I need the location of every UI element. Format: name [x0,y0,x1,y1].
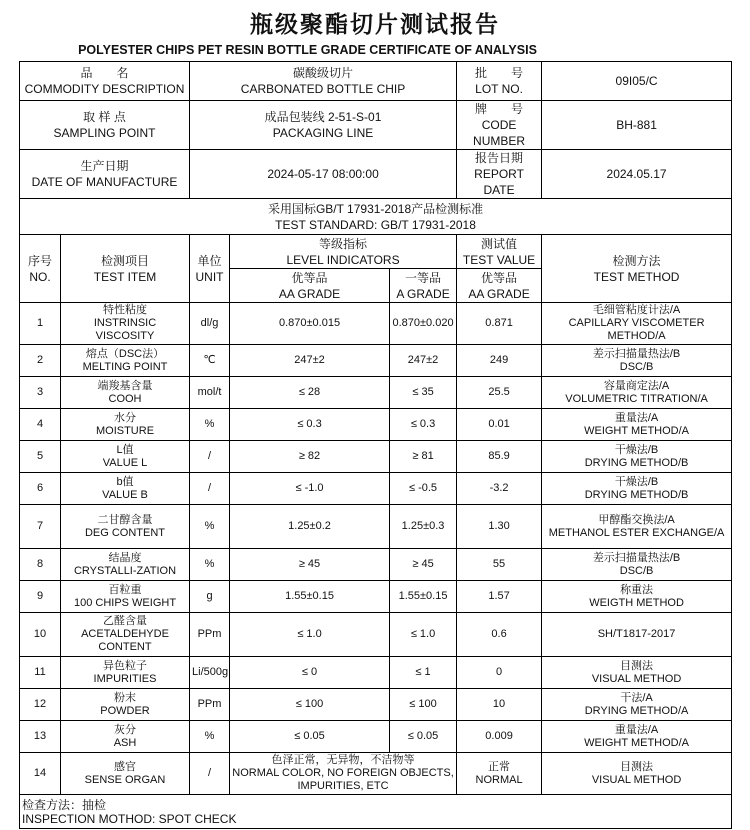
row-item-cn: L值 [116,443,134,456]
lot-value: 09I05/C [542,62,732,101]
mfg-value: 2024-05-17 08:00:00 [190,150,457,199]
row-item [61,721,190,753]
row-method-en: CAPILLARY VISCOMETER METHOD/A [568,317,705,342]
col-no-en: NO. [29,269,51,284]
col-aa-en: AA GRADE [278,286,341,301]
row-aa: ≤ 100 [230,689,390,721]
row-unit: / [190,753,230,795]
row-method [542,753,732,795]
row-item-cn: 百粒重 [108,583,142,596]
row-item-en: POWDER [100,704,150,717]
row-aa: ≤ 0.05 [230,721,390,753]
sampling-label [20,101,190,150]
col-method-header [542,235,732,303]
row-unit: % [190,549,230,581]
row-unit: ℃ [190,345,230,377]
row-item-en: INSTRINSIC VISCOSITY [93,317,157,342]
col-value-cn: 测试值 [481,236,518,251]
row-a: ≥ 81 [390,441,457,473]
row-value: 0.009 [457,721,542,753]
commodity-label-cn: 品 名 [80,66,129,80]
table-row [20,581,732,613]
col-tv-aa-en: AA GRADE [468,286,530,301]
row-method [542,505,732,549]
row-method-en: DRYING METHOD/B [584,488,689,501]
row-method [542,345,732,377]
row-a: ≤ 35 [390,377,457,409]
row-value: 0.871 [457,303,542,345]
test-standard-cn: 采用国标GB/T 17931-2018产品检测标准 [267,201,484,216]
row-value-en: NORMAL [475,773,523,786]
row-method-en: METHANOL ESTER EXCHANGE/A [548,526,725,539]
row-a: ≤ 1.0 [390,613,457,657]
row-method-cn: 毛细管粘度计法/A [592,304,681,316]
table-row [20,377,732,409]
footer-row [20,795,732,829]
row-a: ≤ 0.05 [390,721,457,753]
row-item [61,753,190,795]
row-item-cn: 熔点（DSC法） [85,347,165,360]
row-item-en: 100 CHIPS WEIGHT [73,596,177,609]
row-item [61,303,190,345]
row-no: 6 [20,473,61,505]
row-item-en: COOH [108,392,142,405]
sampling-label-cn: 取 样 点 [83,110,126,124]
row-method-en: DRYING METHOD/B [584,456,689,469]
col-item-header [61,235,190,303]
row-no: 13 [20,721,61,753]
table-row [20,505,732,549]
row-method-cn: 甲醇酯交换法/A [598,513,675,526]
row-method-cn: 干燥法/B [614,475,659,488]
standard-row [20,199,732,235]
row-item-cn: 乙醛含量 [103,615,147,627]
row-method-cn: 称重法 [620,583,654,596]
row-unit: % [190,721,230,753]
row-a: 0.870±0.020 [390,303,457,345]
row-method [542,377,732,409]
col-tv-aa-cn: 优等品 [481,270,518,285]
document-title-cn: 瓶级聚酯切片测试报告 [250,12,500,38]
row-aa: 0.870±0.015 [230,303,390,345]
row-item [61,377,190,409]
row-value: -3.2 [457,473,542,505]
row-method-en: WEIGHT METHOD/A [584,424,690,437]
row-value [457,753,542,795]
row-method-cn: 目测法 [620,659,654,672]
row-a: 1.25±0.3 [390,505,457,549]
row-no: 12 [20,689,61,721]
row-a: ≤ 1 [390,657,457,689]
row-method [542,549,732,581]
row-item-cn: 特性粘度 [103,304,147,316]
col-unit-header [190,235,230,303]
row-item-en: DEG CONTENT [84,526,166,539]
row-no: 5 [20,441,61,473]
row-item [61,657,190,689]
row-method-en: VISUAL METHOD [591,773,682,786]
row-a: 247±2 [390,345,457,377]
row-item [61,613,190,657]
row-method-en: DSC/B [619,564,654,577]
row-item-en: VALUE L [102,456,148,469]
row-method-cn: 差示扫描量热法/B [592,551,681,564]
row-a: 1.55±0.15 [390,581,457,613]
row-method [542,409,732,441]
row-aa: 247±2 [230,345,390,377]
row-unit: g [190,581,230,613]
row-value: 1.30 [457,505,542,549]
header-row-dates [20,150,732,199]
row-item [61,473,190,505]
mfg-label-en: DATE OF MANUFACTURE [31,175,178,189]
row-item-en: IMPURITIES [93,672,157,685]
table-row [20,689,732,721]
row-item-en: VALUE B [102,488,148,501]
col-tv-aa-header [457,269,542,303]
col-a-header [390,269,457,303]
row-item [61,505,190,549]
row-method-cn: 容量商定法/A [603,379,670,392]
row-value: 0.6 [457,613,542,657]
commodity-value-cn: 碳酸级切片 [293,66,354,80]
row-unit: / [190,473,230,505]
row-method-cn: 差示扫描量热法/B [592,347,681,360]
row-item-cn: 端羧基含量 [97,379,153,392]
commodity-label-en: COMMODITY DESCRIPTION [24,82,185,96]
document-title-en: POLYESTER CHIPS PET RESIN BOTTLE GRADE CERTIFICATE OF ANALYSIS [78,43,537,57]
row-unit: dl/g [190,303,230,345]
column-header-row-1 [20,235,732,269]
table-row [20,473,732,505]
commodity-value-en: CARBONATED BOTTLE CHIP [240,82,406,96]
row-method-cn: 目测法 [620,760,654,773]
row-no: 1 [20,303,61,345]
row-item-en: MELTING POINT [82,360,168,373]
row-method [542,303,732,345]
row-aa: ≤ 1.0 [230,613,390,657]
table-row [20,303,732,345]
row-no: 11 [20,657,61,689]
row-unit: PPm [190,689,230,721]
row-a: ≥ 45 [390,549,457,581]
col-level-en: LEVEL INDICATORS [286,252,400,267]
table-row [20,721,732,753]
row-aa: 1.55±0.15 [230,581,390,613]
sampling-value-cn: 成品包装线 2-51-S-01 [264,110,382,124]
col-method-cn: 检测方法 [612,253,661,268]
row-method [542,441,732,473]
table-row [20,409,732,441]
lot-label-en: LOT NO. [475,82,523,96]
test-standard-en: TEST STANDARD: GB/T 17931-2018 [275,217,476,232]
row-method-en: WEIGTH METHOD [589,596,684,609]
row-method [542,473,732,505]
row-spec-cn: 色泽正常，无异物，不洁物等 [271,754,415,766]
row-method-en: WEIGHT METHOD/A [584,736,690,749]
row-item-en: ASH [113,736,137,749]
row-value: 85.9 [457,441,542,473]
mfg-label-cn: 生产日期 [80,159,129,173]
row-unit: % [190,409,230,441]
row-no: 8 [20,549,61,581]
row-unit: PPm [190,613,230,657]
row-item [61,345,190,377]
row-no: 9 [20,581,61,613]
col-level-header [230,235,457,269]
inspection-method [20,795,732,829]
col-item-en: TEST ITEM [93,269,157,284]
row-method-en: DRYING METHOD/A [584,704,689,717]
mfg-label [20,150,190,199]
commodity-value [190,62,457,101]
header-row-commodity [20,62,732,101]
row-method-cn: 干燥法/B [614,443,659,456]
row-aa: ≤ 0 [230,657,390,689]
row-aa: ≥ 45 [230,549,390,581]
row-item [61,549,190,581]
row-item [61,689,190,721]
report-value: 2024.05.17 [542,150,732,199]
table-row [20,657,732,689]
row-aa: ≤ 28 [230,377,390,409]
header-row-sampling [20,101,732,150]
lot-label-cn: 批 号 [475,66,524,80]
row-value: 55 [457,549,542,581]
code-label-cn: 牌 号 [475,102,524,116]
row-unit: / [190,441,230,473]
sampling-label-en: SAMPLING POINT [53,126,156,140]
row-item-en: MOISTURE [95,424,155,437]
col-a-en: A GRADE [396,286,450,301]
row-no: 10 [20,613,61,657]
row-value: 1.57 [457,581,542,613]
row-no: 3 [20,377,61,409]
row-value: 249 [457,345,542,377]
certificate-table [19,61,732,829]
row-aa: ≤ 0.3 [230,409,390,441]
col-value-en: TEST VALUE [462,252,536,267]
row-method-cn: 重量法/A [614,723,659,736]
row-aa: ≥ 82 [230,441,390,473]
row-value: 0.01 [457,409,542,441]
col-no-header [20,235,61,303]
row-unit: % [190,505,230,549]
row-item [61,581,190,613]
row-spec-en: NORMAL COLOR, NO FOREIGN OBJECTS, IMPURITIES, ETC [232,767,454,792]
inspection-method-en: INSPECTION MOTHOD: SPOT CHECK [22,811,237,826]
row-a: ≤ -0.5 [390,473,457,505]
row-a: ≤ 100 [390,689,457,721]
row-no: 4 [20,409,61,441]
sampling-value-en: PACKAGING LINE [272,126,374,140]
table-row [20,753,732,795]
col-level-cn: 等级指标 [319,236,368,251]
row-method [542,613,732,657]
test-standard [20,199,732,235]
row-item [61,441,190,473]
row-unit: Li/500g [190,657,230,689]
row-item-cn: 灰分 [114,723,136,736]
row-method-cn: SH/T1817-2017 [597,628,676,640]
row-item-en: ACETALDEHYDE CONTENT [81,628,169,653]
sampling-value [190,101,457,150]
col-aa-cn: 优等品 [291,270,328,285]
row-no: 7 [20,505,61,549]
row-item-cn: 粉末 [114,691,136,704]
code-label [457,101,542,150]
row-method-en: VISUAL METHOD [591,672,682,685]
table-row [20,345,732,377]
row-item-en: SENSE ORGAN [84,773,166,786]
report-label-en: REPORT DATE [474,167,524,197]
col-a-cn: 一等品 [405,270,442,285]
row-method [542,721,732,753]
row-method [542,657,732,689]
col-item-cn: 检测项目 [101,253,150,268]
row-no: 2 [20,345,61,377]
col-unit-cn: 单位 [197,253,222,268]
row-value-cn: 正常 [488,760,511,773]
row-aa: ≤ -1.0 [230,473,390,505]
row-item [61,409,190,441]
row-method-cn: 重量法/A [614,411,659,424]
col-aa-header [230,269,390,303]
code-value: BH-881 [542,101,732,150]
commodity-label [20,62,190,101]
row-no: 14 [20,753,61,795]
row-item-en: CRYSTALLI-ZATION [73,564,177,577]
table-row [20,549,732,581]
row-method-cn: 干法/A [620,691,653,704]
col-unit-en: UNIT [195,269,224,284]
col-no-cn: 序号 [27,253,52,268]
col-method-en: TEST METHOD [593,269,680,284]
row-method [542,689,732,721]
row-item-cn: 结晶度 [108,551,142,564]
row-item-cn: b值 [116,475,134,488]
row-spec [230,753,457,795]
row-item-cn: 感官 [114,760,136,773]
report-label [457,150,542,199]
row-item-cn: 异色粒子 [103,659,147,672]
table-row [20,613,732,657]
row-item-cn: 水分 [114,411,136,424]
row-method [542,581,732,613]
report-label-cn: 报告日期 [475,151,524,165]
row-method-en: VOLUMETRIC TITRATION/A [565,392,708,405]
table-row [20,441,732,473]
lot-label [457,62,542,101]
row-value: 0 [457,657,542,689]
inspection-method-cn: 检查方法：抽检 [22,797,107,812]
row-value: 10 [457,689,542,721]
row-value: 25.5 [457,377,542,409]
row-unit: mol/t [190,377,230,409]
col-value-header [457,235,542,269]
row-item-cn: 二甘醇含量 [97,513,153,526]
row-a: ≤ 0.3 [390,409,457,441]
row-aa: 1.25±0.2 [230,505,390,549]
code-label-en: CODE NUMBER [473,118,526,148]
row-method-en: DSC/B [619,360,654,373]
